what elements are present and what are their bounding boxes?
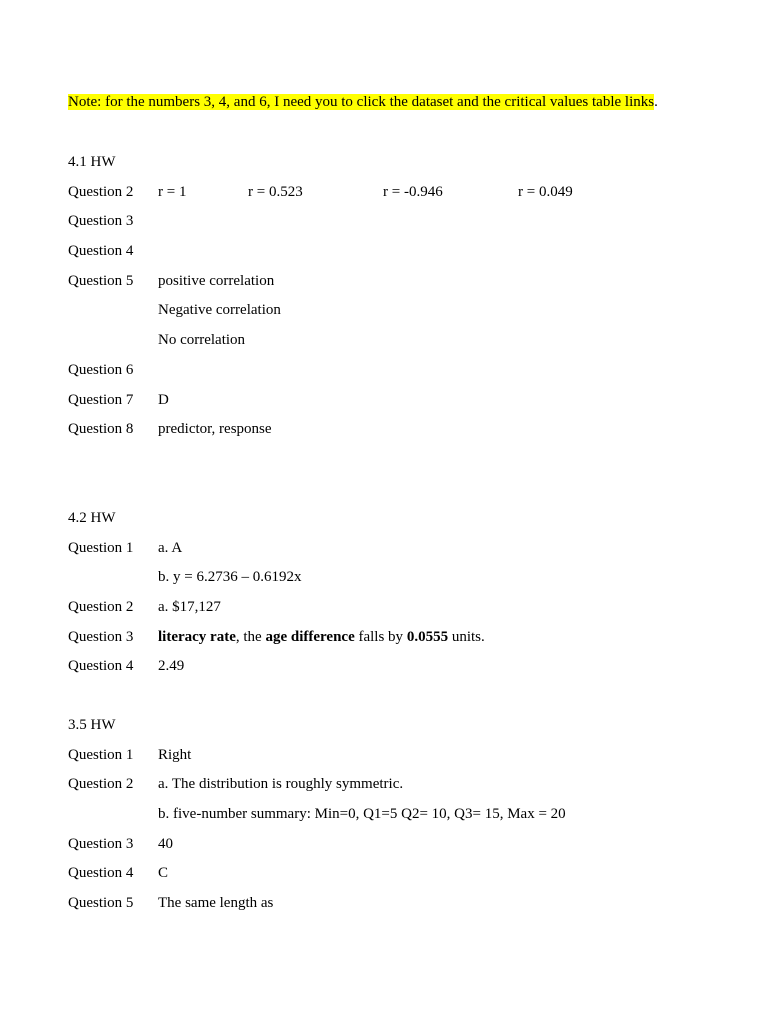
question-row: [68, 267, 728, 297]
answer: a. $17,127: [158, 598, 221, 615]
section-4-1-hw: [68, 148, 728, 445]
question-row: [68, 386, 728, 416]
answer-row: [68, 800, 728, 830]
answer: predictor, response: [158, 421, 272, 438]
section-title: 3.5 HW: [68, 717, 116, 733]
question-label: Question 1: [68, 539, 134, 556]
answer: 2.49: [158, 658, 185, 675]
section-title: 4.2 HW: [68, 509, 116, 526]
question-label: Question 3: [68, 628, 134, 645]
question-label: Question 7: [68, 391, 134, 408]
answer: positive correlation: [158, 272, 275, 289]
r-value: r = 0.049: [518, 183, 573, 200]
question-label: Question 6: [68, 361, 134, 378]
answer: a. A: [158, 539, 183, 556]
answer: a. The distribution is roughly symmetric.: [158, 776, 404, 793]
section-3-5-hw: [68, 711, 728, 919]
question-row: [68, 178, 728, 208]
answer-text: units.: [448, 628, 485, 645]
section-title: 4.1 HW: [68, 154, 116, 170]
question-label: Question 5: [68, 272, 134, 289]
question-row: [68, 356, 728, 386]
answer: C: [158, 865, 169, 882]
answer: No correlation: [158, 332, 246, 349]
question-row: [68, 415, 728, 445]
answer-text: , the: [235, 628, 266, 645]
question-row: [68, 652, 728, 682]
question-label: Question 4: [68, 865, 134, 882]
answer: Right: [158, 746, 192, 763]
question-row: [68, 859, 728, 889]
r-value: r = 1: [158, 183, 187, 200]
note-period: .: [654, 94, 658, 110]
answer: b. five-number summary: Min=0, Q1=5 Q2= 10, Q3= 15, Max = 20: [158, 806, 566, 823]
question-row: [68, 770, 728, 800]
answer-row: [68, 326, 728, 356]
note-paragraph: [68, 92, 728, 112]
question-label: Question 2: [68, 776, 134, 793]
question-row: [68, 623, 728, 653]
question-row: [68, 741, 728, 771]
question-label: Question 3: [68, 213, 134, 230]
section-4-2-hw: [68, 504, 728, 682]
answer-text: falls by: [354, 628, 407, 645]
question-row: [68, 830, 728, 860]
bold-term: literacy rate: [158, 628, 236, 645]
question-row: [68, 889, 728, 919]
question-label: Question 4: [68, 658, 134, 675]
question-row: [68, 207, 728, 237]
answer-row: [68, 296, 728, 326]
question-row: [68, 593, 728, 623]
question-label: Question 5: [68, 895, 134, 912]
question-row: [68, 237, 728, 267]
note-highlight: Note: for the numbers 3, 4, and 6, I need you to click the dataset and the critical values table links: [68, 94, 655, 110]
bold-term: age difference: [265, 628, 355, 645]
r-value: r = 0.523: [248, 183, 303, 200]
answer: The same length as: [158, 895, 274, 912]
bold-term: 0.0555: [406, 628, 449, 645]
question-label: Question 2: [68, 598, 134, 615]
question-label: Question 3: [68, 835, 134, 852]
answer: 40: [158, 835, 173, 852]
answer: b. y = 6.2736 – 0.6192x: [158, 569, 302, 586]
answer: [158, 178, 728, 208]
question-label: Question 4: [68, 243, 134, 260]
question-label: Question 1: [68, 746, 134, 763]
answer-row: [68, 563, 728, 593]
question-label: Question 2: [68, 183, 134, 200]
answer: [158, 623, 728, 653]
answer: D: [158, 391, 169, 408]
document-page: [68, 92, 728, 919]
question-label: Question 8: [68, 421, 134, 438]
r-value: r = -0.946: [383, 183, 443, 200]
question-row: [68, 534, 728, 564]
answer: Negative correlation: [158, 302, 281, 319]
